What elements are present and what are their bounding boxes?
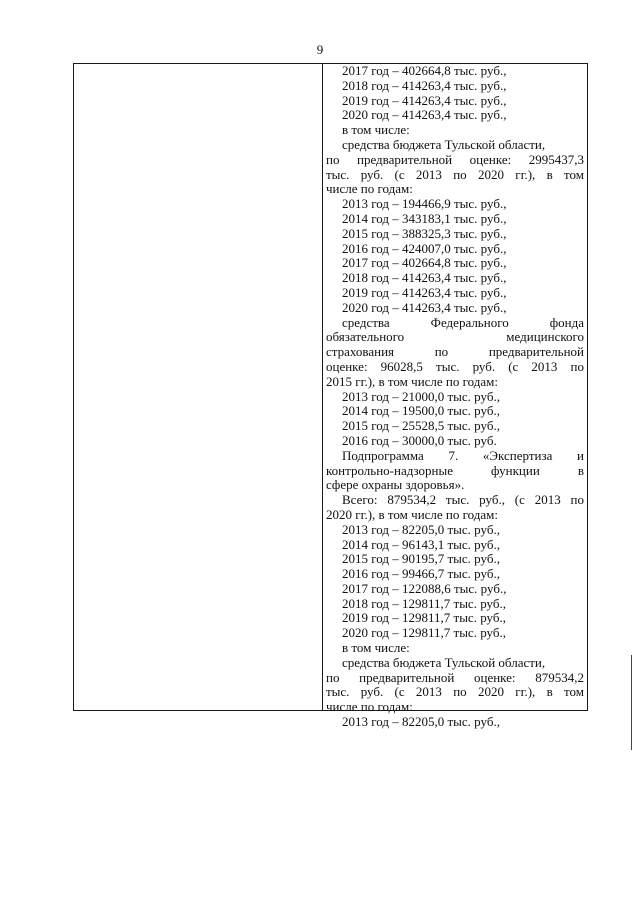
text-line: обязательного медицинского (326, 330, 584, 345)
text-line: 2019 год – 414263,4 тыс. руб., (342, 93, 507, 108)
table-right-cell (323, 64, 587, 730)
text-line: 2014 год – 96143,1 тыс. руб., (342, 537, 500, 552)
text-line: 2019 год – 414263,4 тыс. руб., (342, 285, 507, 300)
table-left-cell (74, 64, 322, 710)
text-line: средства бюджета Тульской области, (342, 137, 546, 152)
text-line: 2020 гг.), в том числе по годам: (326, 507, 498, 522)
text-line: 2016 год – 30000,0 тыс. руб. (342, 433, 497, 448)
text-line: Всего: 879534,2 тыс. руб., (с 2013 по (342, 493, 584, 508)
text-line: 2020 год – 414263,4 тыс. руб., (342, 108, 507, 123)
scan-edge-mark (631, 655, 632, 750)
text-line: числе по годам: (326, 182, 413, 197)
text-line: 2015 год – 90195,7 тыс. руб., (342, 552, 500, 567)
text-line: тыс. руб. (с 2013 по 2020 гг.), в том (326, 167, 584, 182)
text-line: 2020 год – 129811,7 тыс. руб., (342, 626, 506, 641)
text-line: 2016 год – 424007,0 тыс. руб., (342, 241, 507, 256)
text-line: 2014 год – 343183,1 тыс. руб., (342, 211, 507, 226)
text-line: 2018 год – 414263,4 тыс. руб., (342, 78, 507, 93)
text-line: 2013 год – 82205,0 тыс. руб., (342, 715, 500, 730)
text-line: 2015 гг.), в том числе по годам: (326, 374, 498, 389)
text-line: 2013 год – 194466,9 тыс. руб., (342, 197, 507, 212)
text-line: страхования по предварительной (326, 345, 584, 360)
text-line: тыс. руб. (с 2013 по 2020 гг.), в том (326, 685, 584, 700)
text-line: 2016 год – 99466,7 тыс. руб., (342, 567, 500, 582)
text-line: 2013 год – 21000,0 тыс. руб., (342, 389, 500, 404)
text-line: 2015 год – 388325,3 тыс. руб., (342, 226, 507, 241)
text-line: 2017 год – 402664,8 тыс. руб., (342, 64, 507, 78)
text-line: 2018 год – 414263,4 тыс. руб., (342, 271, 507, 286)
text-line: 2019 год – 129811,7 тыс. руб., (342, 611, 506, 626)
text-line: числе по годам: (326, 700, 413, 715)
text-line: в том числе: (342, 123, 410, 138)
text-line: 2013 год – 82205,0 тыс. руб., (342, 522, 500, 537)
budget-table (73, 63, 588, 730)
text-line: 2014 год – 19500,0 тыс. руб., (342, 404, 500, 419)
text-line: 2017 год – 122088,6 тыс. руб., (342, 581, 507, 596)
text-line: оценке: 96028,5 тыс. руб. (с 2013 по (326, 359, 584, 374)
text-line: средства бюджета Тульской области, (342, 655, 546, 670)
text-line: 2017 год – 402664,8 тыс. руб., (342, 256, 507, 271)
text-line: в том числе: (342, 641, 410, 656)
text-line: по предварительной оценке: 2995437,3 (326, 152, 584, 167)
text-line: контрольно-надзорные функции в (326, 463, 584, 478)
text-line: сфере охраны здоровья». (326, 478, 465, 493)
text-line: 2020 год – 414263,4 тыс. руб., (342, 300, 507, 315)
text-line: Подпрограмма 7. «Экспертиза и (342, 448, 584, 463)
page-number: 9 (316, 42, 324, 57)
text-line: 2015 год – 25528,5 тыс. руб., (342, 419, 500, 434)
text-line: 2018 год – 129811,7 тыс. руб., (342, 596, 506, 611)
text-line: по предварительной оценке: 879534,2 (326, 670, 584, 685)
text-line: средства Федерального фонда (342, 315, 584, 330)
